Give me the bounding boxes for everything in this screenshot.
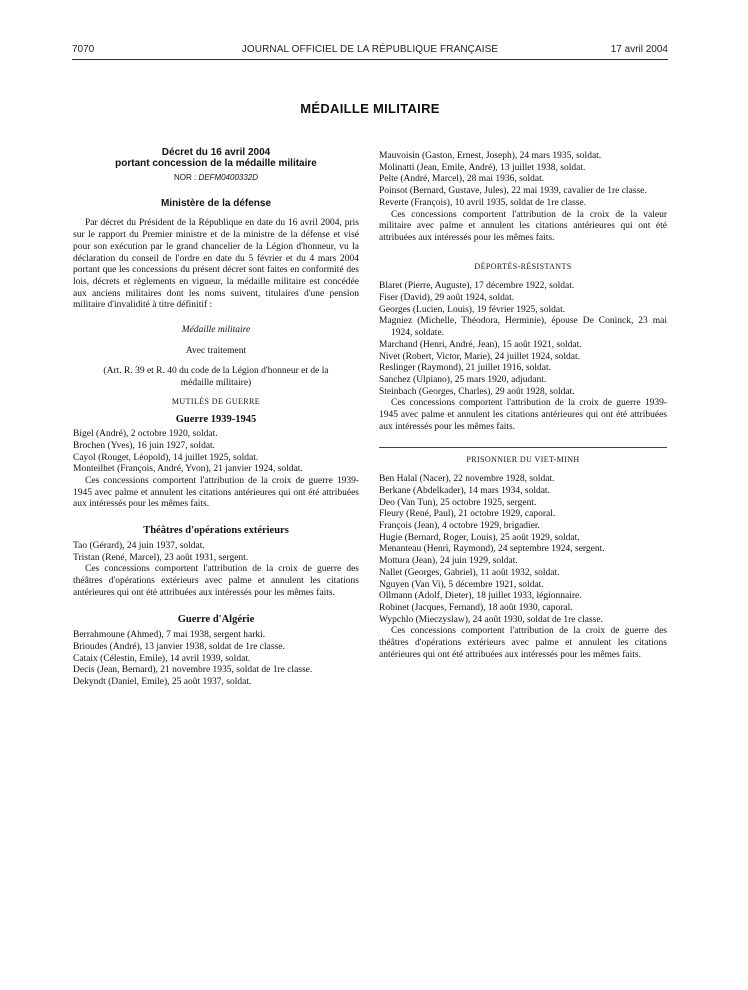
decree-title-line1: Décret du 16 avril 2004 (161, 147, 271, 158)
concession-note: Ces concessions comportent l'attribution de la croix de guerre des théâtres d'opérations extérieurs avec palme et annulent les citations antérieures qui ont été attribuées aux intéressés pour les mêmes faits. (379, 626, 667, 660)
medal-heading: Médaille militaire (181, 325, 251, 336)
list-item: Steinbach (Georges, Charles), 29 août 1928, soldat. (379, 386, 575, 397)
list-item: Wypchlo (Mieczyslaw), 24 août 1930, soldat de 1re classe. (379, 614, 603, 625)
list-item: Reverte (François), 10 avril 1935, soldat de 1re classe. (379, 197, 587, 208)
page-header (72, 44, 668, 60)
list-item: Robinet (Jacques, Fernand), 18 août 1930, caporal. (379, 602, 573, 613)
list-item: Marchand (Henri, André, Jean), 15 août 1921, soldat. (379, 339, 582, 350)
left-column (73, 147, 359, 689)
list-item: Mauvoisin (Gaston, Ernest, Joseph), 24 mars 1935, soldat. (379, 151, 602, 161)
decree-title-line2: portant concession de la médaille militaire (115, 158, 317, 169)
nor-label: NOR : (173, 173, 197, 182)
list-item: Dekyndt (Daniel, Emile), 25 août 1937, soldat. (73, 676, 252, 687)
list-item: Berrahmoune (Ahmed), 7 mai 1938, sergent harki. (73, 630, 266, 641)
list-item: Blaret (Pierre, Auguste), 17 décembre 1922, soldat. (379, 281, 575, 292)
list-item: Sanchez (Ulpiano), 25 mars 1920, adjudant. (379, 374, 547, 385)
page-number: 7070 (72, 44, 95, 55)
list-item: Ollmann (Adolf, Dieter), 18 juillet 1933, légionnaire. (379, 591, 582, 602)
list-item: Mottura (Jean), 24 juin 1929, soldat. (379, 556, 518, 567)
list-item: Georges (Lucien, Louis), 19 février 1925, soldat. (379, 304, 566, 315)
list-item: Decis (Jean, Bernard), 21 novembre 1935, soldat de 1re classe. (73, 665, 313, 676)
nor-reference (73, 172, 359, 184)
list-item: Cataix (Célestin, Emile), 14 avril 1939, soldat. (73, 653, 251, 664)
list-item: Cayol (Rouget, Léopold), 14 juillet 1925, soldat. (73, 452, 259, 463)
list-item: Menanteau (Henri, Raymond), 24 septembre 1924, sergent. (379, 544, 605, 555)
decree-title (73, 147, 359, 169)
list-item: Magniez (Michelle, Théodora, Herminie), épouse De Coninck, 23 mai 1924, soldate. (379, 316, 667, 339)
concession-note: Ces concessions comportent l'attribution de la croix de guerre 1939-1945 avec palme et annulent les citations antérieures qui ont été attribuées aux intéressés pour les mêmes faits. (73, 476, 359, 510)
journal-title: JOURNAL OFFICIEL DE LA RÉPUBLIQUE FRANÇAISE (241, 44, 499, 55)
concession-note: Ces concessions comportent l'attribution de la croix de guerre 1939-1945 avec palme et annulent les citations antérieures qui ont été attribuées aux intéressés pour les mêmes faits. (379, 398, 667, 432)
list-item: Pelte (André, Marcel), 28 mai 1936, soldat. (379, 174, 545, 185)
list-item: Nguyen (Van Vi), 5 décembre 1921, soldat. (379, 579, 544, 590)
list-item: Berkane (Abdelkader), 14 mars 1934, soldat. (379, 485, 550, 496)
list-item: Hugie (Bernard, Roger, Louis), 25 août 1929, soldat. (379, 532, 580, 543)
nor-code: DEFM0400332D (198, 173, 259, 182)
heading-theatres-operations: Théâtres d'opérations extérieurs (143, 525, 289, 537)
list-item: Monteilhet (François, André, Yvon), 21 janvier 1924, soldat. (73, 464, 303, 475)
concession-note: Ces concessions comportent l'attribution de la croix de la valeur militaire avec palme et annulent les citations antérieures qui ont été attribuées aux intéressés pour les mêmes faits. (379, 209, 667, 243)
list-item: Molinatti (Jean, Emile, André), 13 juillet 1938, soldat. (379, 162, 586, 173)
list-item: Reslinger (Raymond), 21 juillet 1916, soldat. (379, 363, 552, 374)
heading-guerre-1939-1945: Guerre 1939-1945 (175, 413, 257, 425)
concession-note: Ces concessions comportent l'attribution de la croix de guerre des théâtres d'opérations extérieurs avec palme et annulent les citations antérieures qui ont été attribuées aux intéressés pour les mêmes faits. (73, 564, 359, 598)
list-item: Bigel (André), 2 octobre 1920, soldat. (73, 429, 218, 440)
ministry-heading: Ministère de la défense (160, 197, 272, 209)
list-item: Fiser (David), 29 août 1924, soldat. (379, 293, 515, 304)
list-item: Fleury (René, Paul), 21 octobre 1929, caporal. (379, 509, 556, 520)
section-divider (379, 447, 667, 448)
articles-reference: (Art. R. 39 et R. 40 du code de la Légion d'honneur et de la médaille militaire) (103, 366, 329, 389)
list-item: Tristan (René, Marcel), 23 août 1931, sergent. (73, 552, 249, 563)
decree-preamble: Par décret du Président de la République en date du 16 avril 2004, pris sur le rapport du Premier ministre et de la ministre de la défense et visé pour son exécution par le grand chancelier de la Légion d'honneur, vu la déclaration du conseil de l'ordre en date du 5 février et du 4 mars 2004 portant que les concessions du présent décret sont faites en conformité des lois, décrets et règlements en vigueur, la médaille militaire est concédée aux anciens militaires dont les noms suivent, titulaires d'une pension militaire d'invalidité à titre définitif : (73, 218, 359, 311)
list-item: Nivet (Robert, Victor, Marie), 24 juillet 1924, soldat. (379, 351, 580, 362)
section-title: MÉDAILLE MILITAIRE (300, 101, 440, 116)
category-mutiles: MUTILÉS DE GUERRE (171, 396, 261, 406)
list-item: Brioudes (André), 13 janvier 1938, soldat de 1re classe. (73, 641, 285, 652)
issue-date: 17 avril 2004 (610, 44, 668, 55)
list-item: Nallet (Georges, Gabriel), 11 août 1932, soldat. (379, 567, 560, 578)
list-item: Deo (Van Tun), 25 octobre 1925, sergent. (379, 497, 537, 508)
list-item: François (Jean), 4 octobre 1929, brigadier. (379, 520, 540, 531)
list-item: Brochen (Yves), 16 juin 1927, soldat. (73, 440, 216, 451)
header-rule (72, 59, 668, 60)
heading-guerre-algerie: Guerre d'Algérie (177, 614, 255, 626)
list-item: Ben Halal (Nacer), 22 novembre 1928, soldat. (379, 474, 555, 485)
list-item: Poinsot (Bernard, Gustave, Jules), 22 mai 1939, cavalier de 1re classe. (379, 186, 647, 197)
right-column (379, 151, 667, 661)
heading-deportes-resistants: DÉPORTÉS-RÉSISTANTS (474, 261, 572, 271)
with-pay-label: Avec traitement (185, 345, 247, 356)
list-item: Tao (Gérard), 24 juin 1937, soldat. (73, 540, 205, 551)
heading-prisonnier-viet-minh: PRISONNIER DU VIET-MINH (466, 455, 580, 465)
